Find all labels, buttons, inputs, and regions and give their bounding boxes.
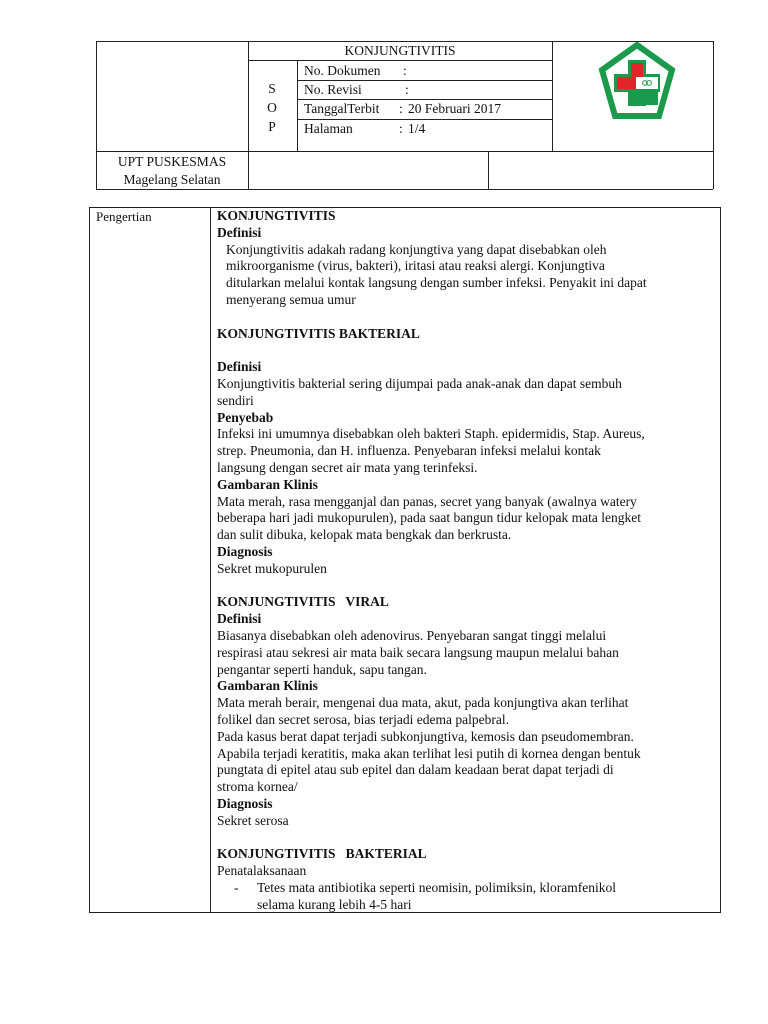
text-line: langsung dengan secret air mata yang terinfeksi. (217, 459, 478, 475)
list-item: selama kurang lebih 4-5 hari (257, 896, 412, 912)
section-title-bakterial: KONJUNGTIVITIS BAKTERIAL (217, 325, 420, 341)
text-line: folikel dan secret serosa, bias terjadi edema palpebral. (217, 711, 509, 727)
section-title-viral: KONJUNGTIVITIS VIRAL (217, 594, 389, 610)
field-value-tanggal: 20 Februari 2017 (408, 101, 501, 116)
section-title-konjungtivitis: KONJUNGTIVITIS (217, 208, 336, 223)
heading-gambaran-klinis-1: Gambaran Klinis (217, 476, 318, 492)
text-line: Konjungtivitis bakterial sering dijumpai pada anak-anak dan dapat sembuh (217, 375, 622, 391)
text-line: Sekret serosa (217, 812, 289, 828)
text-line: Infeksi ini umumnya disebabkan oleh bakteri Staph. epidermidis, Stap. Aureus, (217, 426, 645, 442)
text-line: Mata merah berair, mengenai dua mata, akut, pada konjungtiva akan terlihat (217, 695, 629, 711)
list-item: Tetes mata antibiotika seperti neomisin, polimiksin, kloramfenikol (257, 879, 616, 895)
field-label-halaman: Halaman (304, 121, 353, 136)
text-line: Sekret mukopurulen (217, 560, 327, 576)
heading-penyebab: Penyebab (217, 409, 274, 425)
content-cell (217, 208, 713, 913)
text-line: menyerang semua umur (226, 291, 356, 307)
text-line: dan sulit dibuka, kelopak mata bengkak dan berkrusta. (217, 527, 512, 543)
org-name-line2: Magelang Selatan (123, 172, 221, 187)
field-sep-halaman: : (399, 121, 403, 136)
sop-letter-p: P (268, 119, 276, 134)
heading-definisi-1: Definisi (217, 224, 262, 240)
text-line: ditularkan melalui kontak langsung dengan sumber infeksi. Penyakit ini dapat (226, 275, 647, 291)
bullet-dash: - (234, 879, 239, 895)
row-label-pengertian: Pengertian (96, 209, 152, 224)
text-line: beberapa hari jadi mukopurulen), pada saat bangun tidur kelopak mata lengket (217, 510, 641, 526)
text-line: pengantar seperti handuk, sapu tangan. (217, 661, 427, 677)
text-line: Mata merah, rasa mengganjal dan panas, secret yang banyak (awalnya watery (217, 493, 637, 509)
text-line: respirasi atau sekresi air mata baik secara langsung maupun melalui bahan (217, 644, 619, 660)
field-sep-revisi: : (405, 82, 409, 97)
text-line: Biasanya disebabkan oleh adenovirus. Penyebaran sangat tinggi melalui (217, 627, 607, 643)
sop-letter-o: O (267, 100, 277, 115)
doc-title: KONJUNGTIVITIS (344, 43, 456, 58)
text-line: Pada kasus berat dapat terjadi subkonjungtiva, kemosis dan pseudomembran. (217, 728, 634, 744)
text-line: strep. Pneumonia, dan H. influenza. Penyebaran infeksi melalui kontak (217, 443, 601, 459)
heading-gambaran-klinis-2: Gambaran Klinis (217, 678, 318, 694)
subheading-penatalaksanaan: Penatalaksanaan (217, 863, 307, 879)
text-line: mikroorganisme (virus, bakteri), iritasi atau reaksi alergi. Konjungtiva (226, 258, 605, 274)
field-sep-dokumen: : (403, 63, 407, 78)
sop-letter-s: S (268, 81, 276, 96)
field-label-revisi: No. Revisi (304, 82, 362, 97)
section-title-bakterial-2: KONJUNGTIVITIS BAKTERIAL (217, 846, 427, 862)
field-value-halaman: 1/4 (408, 121, 426, 136)
field-sep-tanggal: : (399, 101, 403, 116)
heading-diagnosis-2: Diagnosis (217, 795, 273, 811)
heading-diagnosis-1: Diagnosis (217, 543, 273, 559)
text-line: sendiri (217, 392, 254, 408)
text-line: stroma kornea/ (217, 779, 298, 795)
text-line: Konjungtivitis adakah radang konjungtiva yang dapat disebabkan oleh (226, 241, 607, 257)
field-label-dokumen: No. Dokumen (304, 63, 381, 78)
org-name-line1: UPT PUSKESMAS (117, 154, 227, 169)
puskesmas-logo-icon (596, 42, 678, 122)
text-line: pungtata di epitel atau sub epitel dan dalam keadaan berat dapat terjadi di (217, 762, 614, 778)
heading-definisi-3: Definisi (217, 611, 262, 627)
field-label-tanggal: TanggalTerbit (304, 101, 380, 116)
heading-definisi-2: Definisi (217, 359, 262, 375)
text-line: Apabila terjadi keratitis, maka akan terlihat lesi putih di kornea dengan bentuk (217, 745, 641, 761)
